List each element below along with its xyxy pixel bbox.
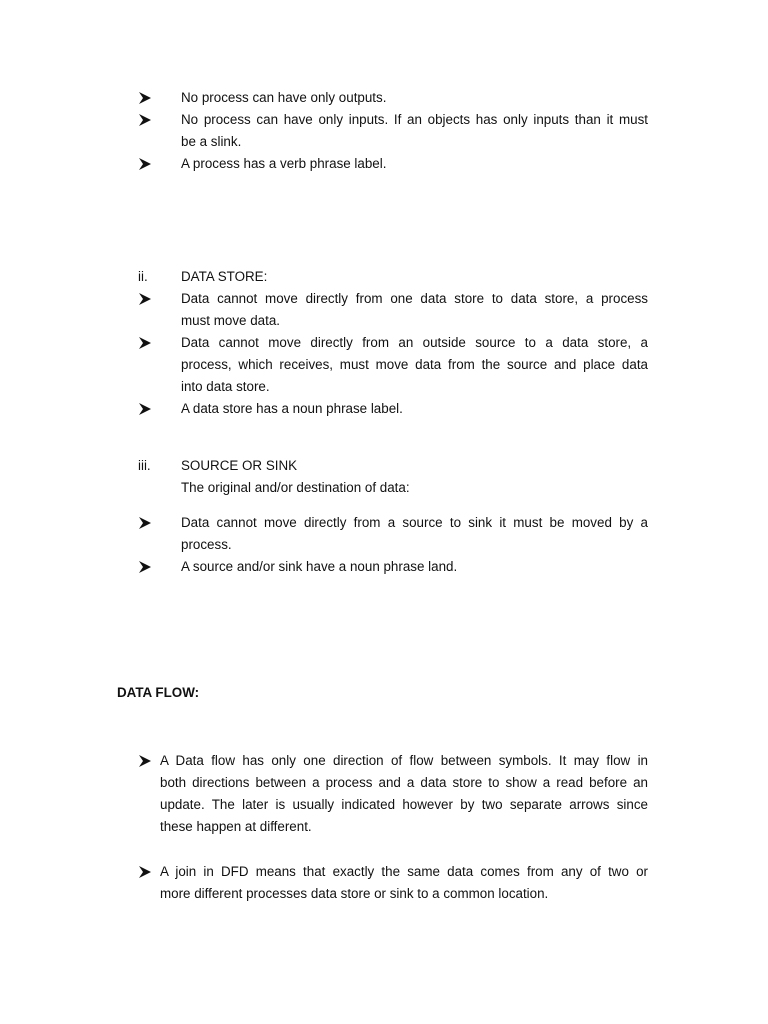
list-item-continuation: update. The later is usually indicated however by two separate arrows since [160, 797, 648, 812]
list-item: A source and/or sink have a noun phrase land. [181, 559, 458, 574]
list-item-continuation: process. [181, 537, 232, 552]
section-numeral: ii. [138, 269, 148, 284]
arrowhead-bullet-icon [138, 560, 152, 574]
list-item-continuation: into data store. [181, 379, 270, 394]
list-item: Data cannot move directly from one data store to data store, a process [181, 291, 648, 306]
arrowhead-bullet-icon [138, 516, 152, 530]
list-item-continuation: these happen at different. [160, 819, 312, 834]
arrowhead-bullet-icon [138, 113, 152, 127]
list-item: No process can have only inputs. If an objects has only inputs than it must [181, 112, 648, 127]
list-item-continuation: must move data. [181, 313, 280, 328]
arrowhead-bullet-icon [138, 402, 152, 416]
list-item: A data store has a noun phrase label. [181, 401, 403, 416]
section-heading: SOURCE OR SINK [181, 458, 298, 473]
arrowhead-bullet-icon [138, 157, 152, 171]
list-item: A join in DFD means that exactly the same data comes from any of two or [160, 864, 648, 879]
arrowhead-bullet-icon [138, 754, 152, 768]
list-item-continuation: be a slink. [181, 134, 242, 149]
arrowhead-bullet-icon [138, 292, 152, 306]
list-item: A process has a verb phrase label. [181, 156, 387, 171]
list-item: A Data flow has only one direction of flow between symbols. It may flow in [160, 753, 648, 768]
section-heading: DATA STORE: [181, 269, 268, 284]
section-heading: DATA FLOW: [117, 685, 200, 700]
section-subtitle: The original and/or destination of data: [181, 480, 410, 495]
list-item: Data cannot move directly from a source to sink it must be moved by a [181, 515, 648, 530]
list-item-continuation: process, which receives, must move data from the source and place data [181, 357, 648, 372]
section-numeral: iii. [138, 458, 151, 473]
list-item: No process can have only outputs. [181, 90, 387, 105]
arrowhead-bullet-icon [138, 865, 152, 879]
list-item-continuation: more different processes data store or sink to a common location. [160, 886, 549, 901]
arrowhead-bullet-icon [138, 91, 152, 105]
arrowhead-bullet-icon [138, 336, 152, 350]
list-item-continuation: both directions between a process and a data store to show a read before an [160, 775, 648, 790]
list-item: Data cannot move directly from an outside source to a data store, a [181, 335, 648, 350]
